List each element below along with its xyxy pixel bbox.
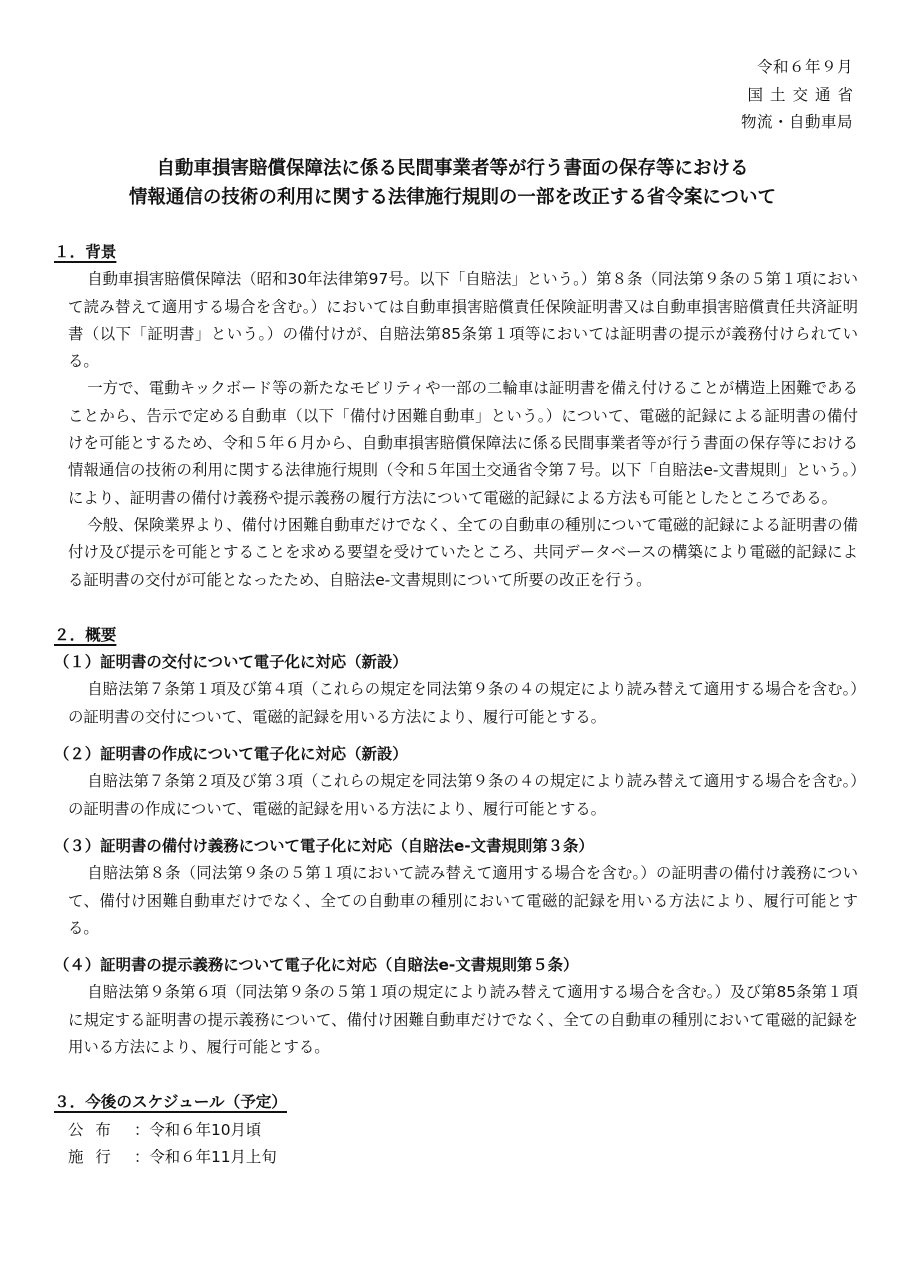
overview-item-3-text: 自賠法第８条（同法第９条の５第１項において読み替えて適用する場合を含む。）の証明書の備付け義務について、備付け困難自動車だけでなく、全ての自動車の種別において電磁的記録を用いる方法により、履行可能とする。 [68, 864, 858, 937]
title-line-2: 情報通信の技術の利用に関する法律施行規則の一部を改正する省令案について [128, 187, 777, 208]
overview-item-3-heading: （３）証明書の備付け義務について電子化に対応（自賠法e-文書規則第３条） [54, 836, 594, 855]
overview-item-1-heading: （１）証明書の交付について電子化に対応（新設） [54, 653, 408, 672]
title-line-1: 自動車損害賠償保障法に係る民間事業者等が行う書面の保存等における [156, 158, 749, 179]
document-date: 令和６年９月 [756, 58, 853, 76]
overview-item-2-text: 自賠法第７条第２項及び第３項（これらの規定を同法第９条の４の規定により読み替えて適用する場合を含む。）の証明書の作成について、電磁的記録を用いる方法により、履行可能とする。 [68, 772, 858, 818]
document-body [54, 239, 858, 1171]
background-paragraph-1: 自動車損害賠償保障法（昭和30年法律第97号。以下「自賠法」という。）第８条（同法第９条の５第１項において読み替えて適用する場合を含む。）においては自動車損害賠償責任保険証明書又は自動車損害賠償責任共済証明書（以下「証明書」という。）の備付けが、自賠法第85条第１項等においては証明書の提示が義務付けられている。 [68, 270, 858, 371]
schedule-row-enforcement [68, 1144, 858, 1171]
background-paragraph-2: 一方で、電動キックボード等の新たなモビリティや一部の二輪車は証明書を備え付けることが構造上困難であることから、告示で定める自動車（以下「備付け困難自動車」という。）について、電磁的記録による証明書の備付けを可能とするため、令和５年６月から、自動車損害賠償保障法に係る民間事業者等が行う書面の保存等における情報通信の技術の利用に関する法律施行規則（令和５年国土交通省令第７号。以下「自賠法e-文書規則」という。）により、証明書の備付け義務や提示義務の履行方法について電磁的記録による方法も可能としたところである。 [68, 379, 858, 507]
schedule-value: ：令和６年10月頃 [134, 1120, 262, 1139]
ministry-name: 国土交通省 [747, 85, 860, 104]
section-2-heading: ２．概要 [54, 625, 117, 644]
section-1-heading: １．背景 [54, 243, 117, 261]
document-meta [740, 54, 860, 137]
overview-item-4-text: 自賠法第９条第６項（同法第９条の５第１項の規定により読み替えて適用する場合を含む。）及び第85条第１項に規定する証明書の提示義務について、備付け困難自動車だけでなく、全ての自動車の種別において電磁的記録を用いる方法により、履行可能とする。 [68, 983, 858, 1057]
schedule-label: 施行 [68, 1147, 123, 1166]
schedule-row-promulgation [68, 1117, 858, 1144]
overview-item-1-text: 自賠法第７条第１項及び第４項（これらの規定を同法第９条の４の規定により読み替えて適用する場合を含む。）の証明書の交付について、電磁的記録を用いる方法により、履行可能とする。 [68, 680, 858, 726]
background-paragraph-3: 今般、保険業界より、備付け困難自動車だけでなく、全ての自動車の種別について電磁的記録による証明書の備付け及び提示を可能とすることを求める要望を受けていたところ、共同データベースの構築により電磁的記録による証明書の交付が可能となったため、自賠法e-文書規則について所要の改正を行う。 [68, 515, 858, 589]
document-title [0, 154, 905, 212]
overview-item-4-heading: （４）証明書の提示義務について電子化に対応（自賠法e-文書規則第５条） [54, 956, 579, 975]
schedule-label: 公布 [68, 1120, 123, 1139]
section-3-heading: ３．今後のスケジュール（予定） [54, 1093, 287, 1112]
bureau-name: 物流・自動車局 [740, 113, 853, 131]
schedule-list [68, 1117, 858, 1172]
schedule-value: ：令和６年11月上旬 [134, 1147, 277, 1166]
overview-item-2-heading: （２）証明書の作成について電子化に対応（新設） [54, 745, 408, 764]
